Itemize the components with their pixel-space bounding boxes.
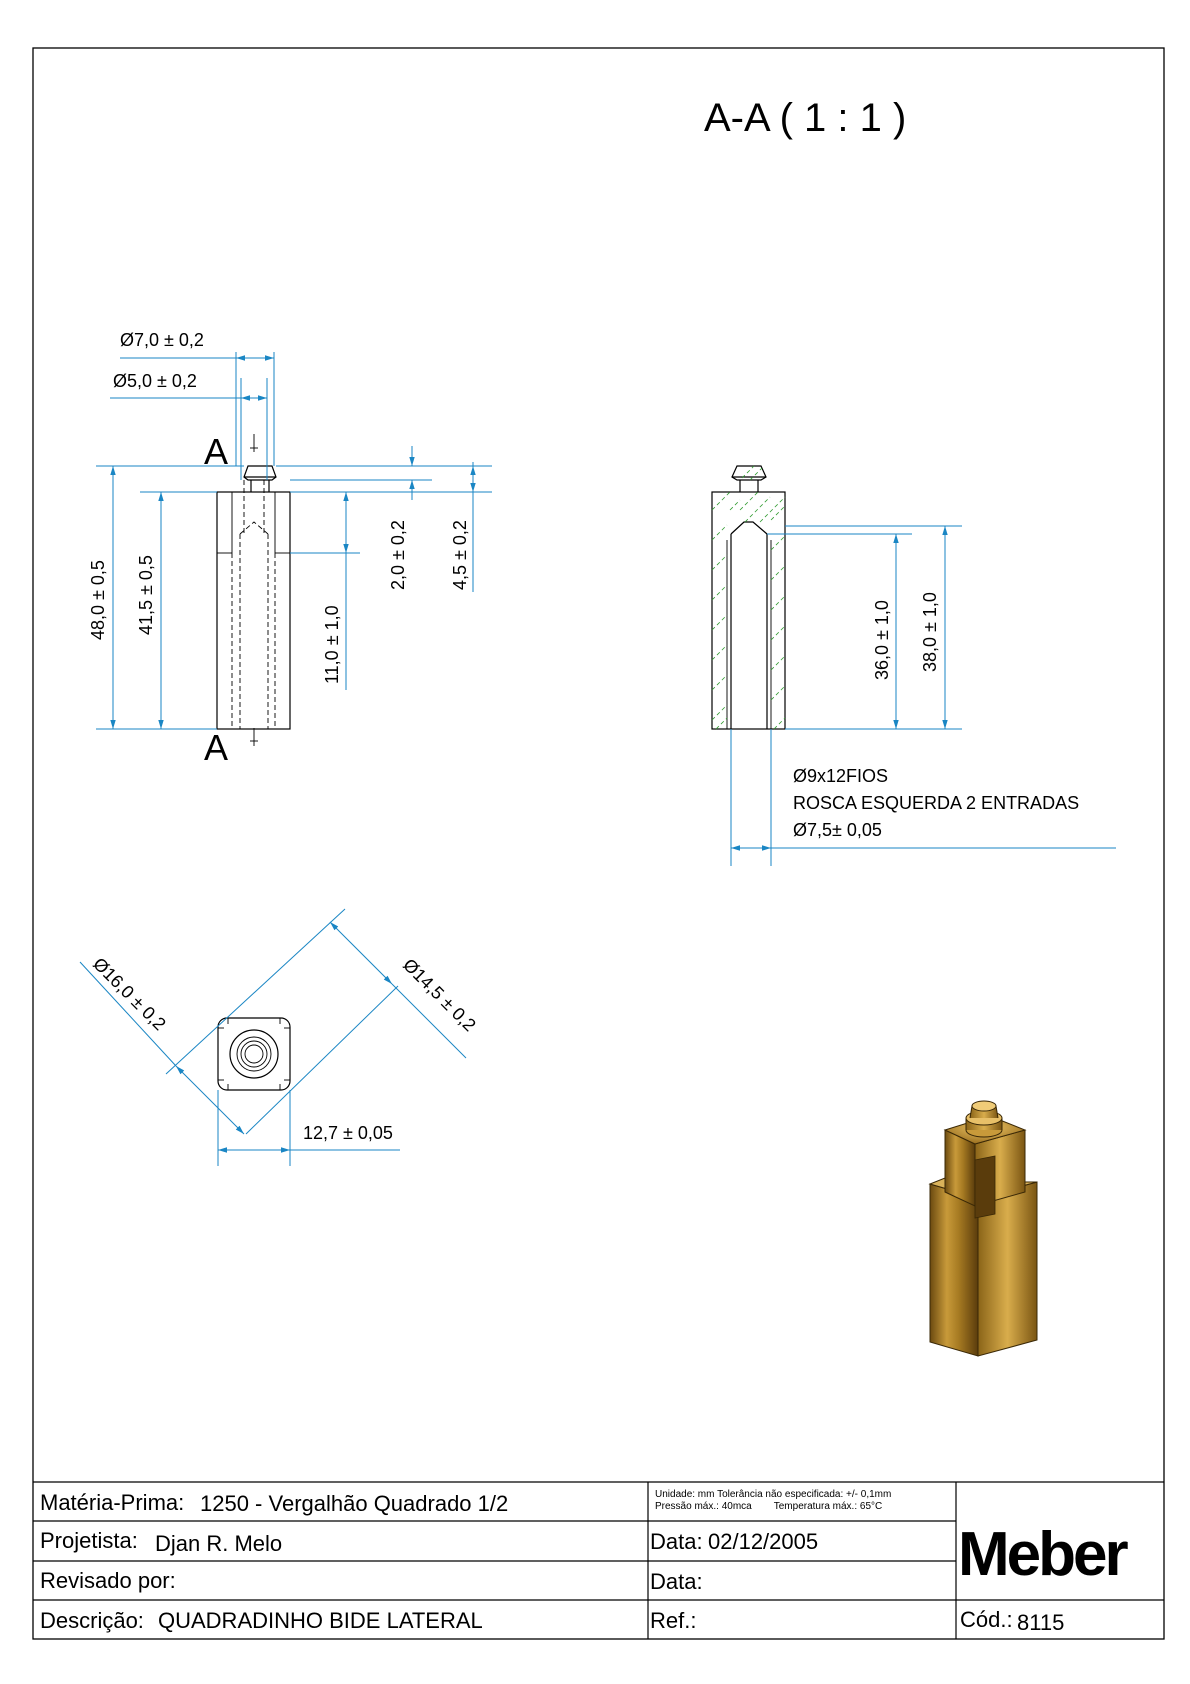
materia-value: 1250 - Vergalhão Quadrado 1/2 bbox=[200, 1491, 509, 1516]
dim-38: 38,0 ± 1,0 bbox=[920, 592, 940, 672]
materia-label: Matéria-Prima: bbox=[40, 1490, 185, 1515]
section-view bbox=[712, 466, 1116, 866]
ref-label: Ref.: bbox=[650, 1608, 697, 1633]
revisado-label: Revisado por: bbox=[40, 1568, 176, 1593]
note-rosca: ROSCA ESQUERDA 2 ENTRADAS bbox=[793, 793, 1080, 813]
dim-41-5: 41,5 ± 0,5 bbox=[136, 555, 156, 635]
cod-value: 8115 bbox=[1017, 1610, 1065, 1635]
dim-2: 2,0 ± 0,2 bbox=[388, 520, 408, 590]
data-label-2: Data: bbox=[650, 1569, 703, 1594]
front-view bbox=[88, 330, 492, 768]
company-logo: Meber bbox=[958, 1520, 1126, 1589]
top-square bbox=[218, 1018, 290, 1090]
spec-line-2: Pressão máx.: 40mca Temperatura máx.: 65°C bbox=[655, 1501, 883, 1512]
section-marker-bottom: A bbox=[204, 727, 229, 768]
front-nipple bbox=[244, 466, 276, 480]
front-body bbox=[217, 492, 290, 729]
cod-label: Cód.: bbox=[960, 1607, 1013, 1632]
section-nipple bbox=[732, 466, 766, 480]
dim-12-7: 12,7 ± 0,05 bbox=[303, 1123, 393, 1143]
dim-36: 36,0 ± 1,0 bbox=[872, 600, 892, 680]
section-body bbox=[712, 492, 785, 729]
dim-diameter-16: Ø16,0 ± 0,2 bbox=[89, 953, 170, 1035]
title-block bbox=[33, 1482, 1164, 1639]
dim-4-5: 4,5 ± 0,2 bbox=[450, 520, 470, 590]
data-label-1: Data: bbox=[650, 1529, 703, 1554]
dim-48: 48,0 ± 0,5 bbox=[88, 560, 108, 640]
section-marker-top: A bbox=[204, 431, 229, 472]
projetista-value: Djan R. Melo bbox=[155, 1531, 283, 1556]
dim-diameter-14-5: Ø14,5 ± 0,2 bbox=[399, 954, 480, 1036]
note-thread: Ø9x12FIOS bbox=[793, 766, 889, 786]
top-view bbox=[80, 909, 480, 1166]
spec-line-1: Unidade: mm Tolerância não especificada: +/- 0,1mm bbox=[655, 1489, 892, 1500]
dim-diameter-5: Ø5,0 ± 0,2 bbox=[113, 371, 197, 391]
dim-diameter-7: Ø7,0 ± 0,2 bbox=[120, 330, 204, 350]
projetista-label: Projetista: bbox=[40, 1528, 138, 1553]
note-diameter: Ø7,5± 0,05 bbox=[793, 820, 882, 840]
dim-11: 11,0 ± 1,0 bbox=[322, 605, 342, 684]
descricao-value: QUADRADINHO BIDE LATERAL bbox=[158, 1608, 483, 1633]
drawing-frame bbox=[33, 48, 1164, 1639]
data-value-1: 02/12/2005 bbox=[708, 1529, 819, 1554]
isometric-view bbox=[930, 1101, 1037, 1356]
descricao-label: Descrição: bbox=[40, 1608, 144, 1633]
section-title: A-A ( 1 : 1 ) bbox=[704, 96, 907, 140]
